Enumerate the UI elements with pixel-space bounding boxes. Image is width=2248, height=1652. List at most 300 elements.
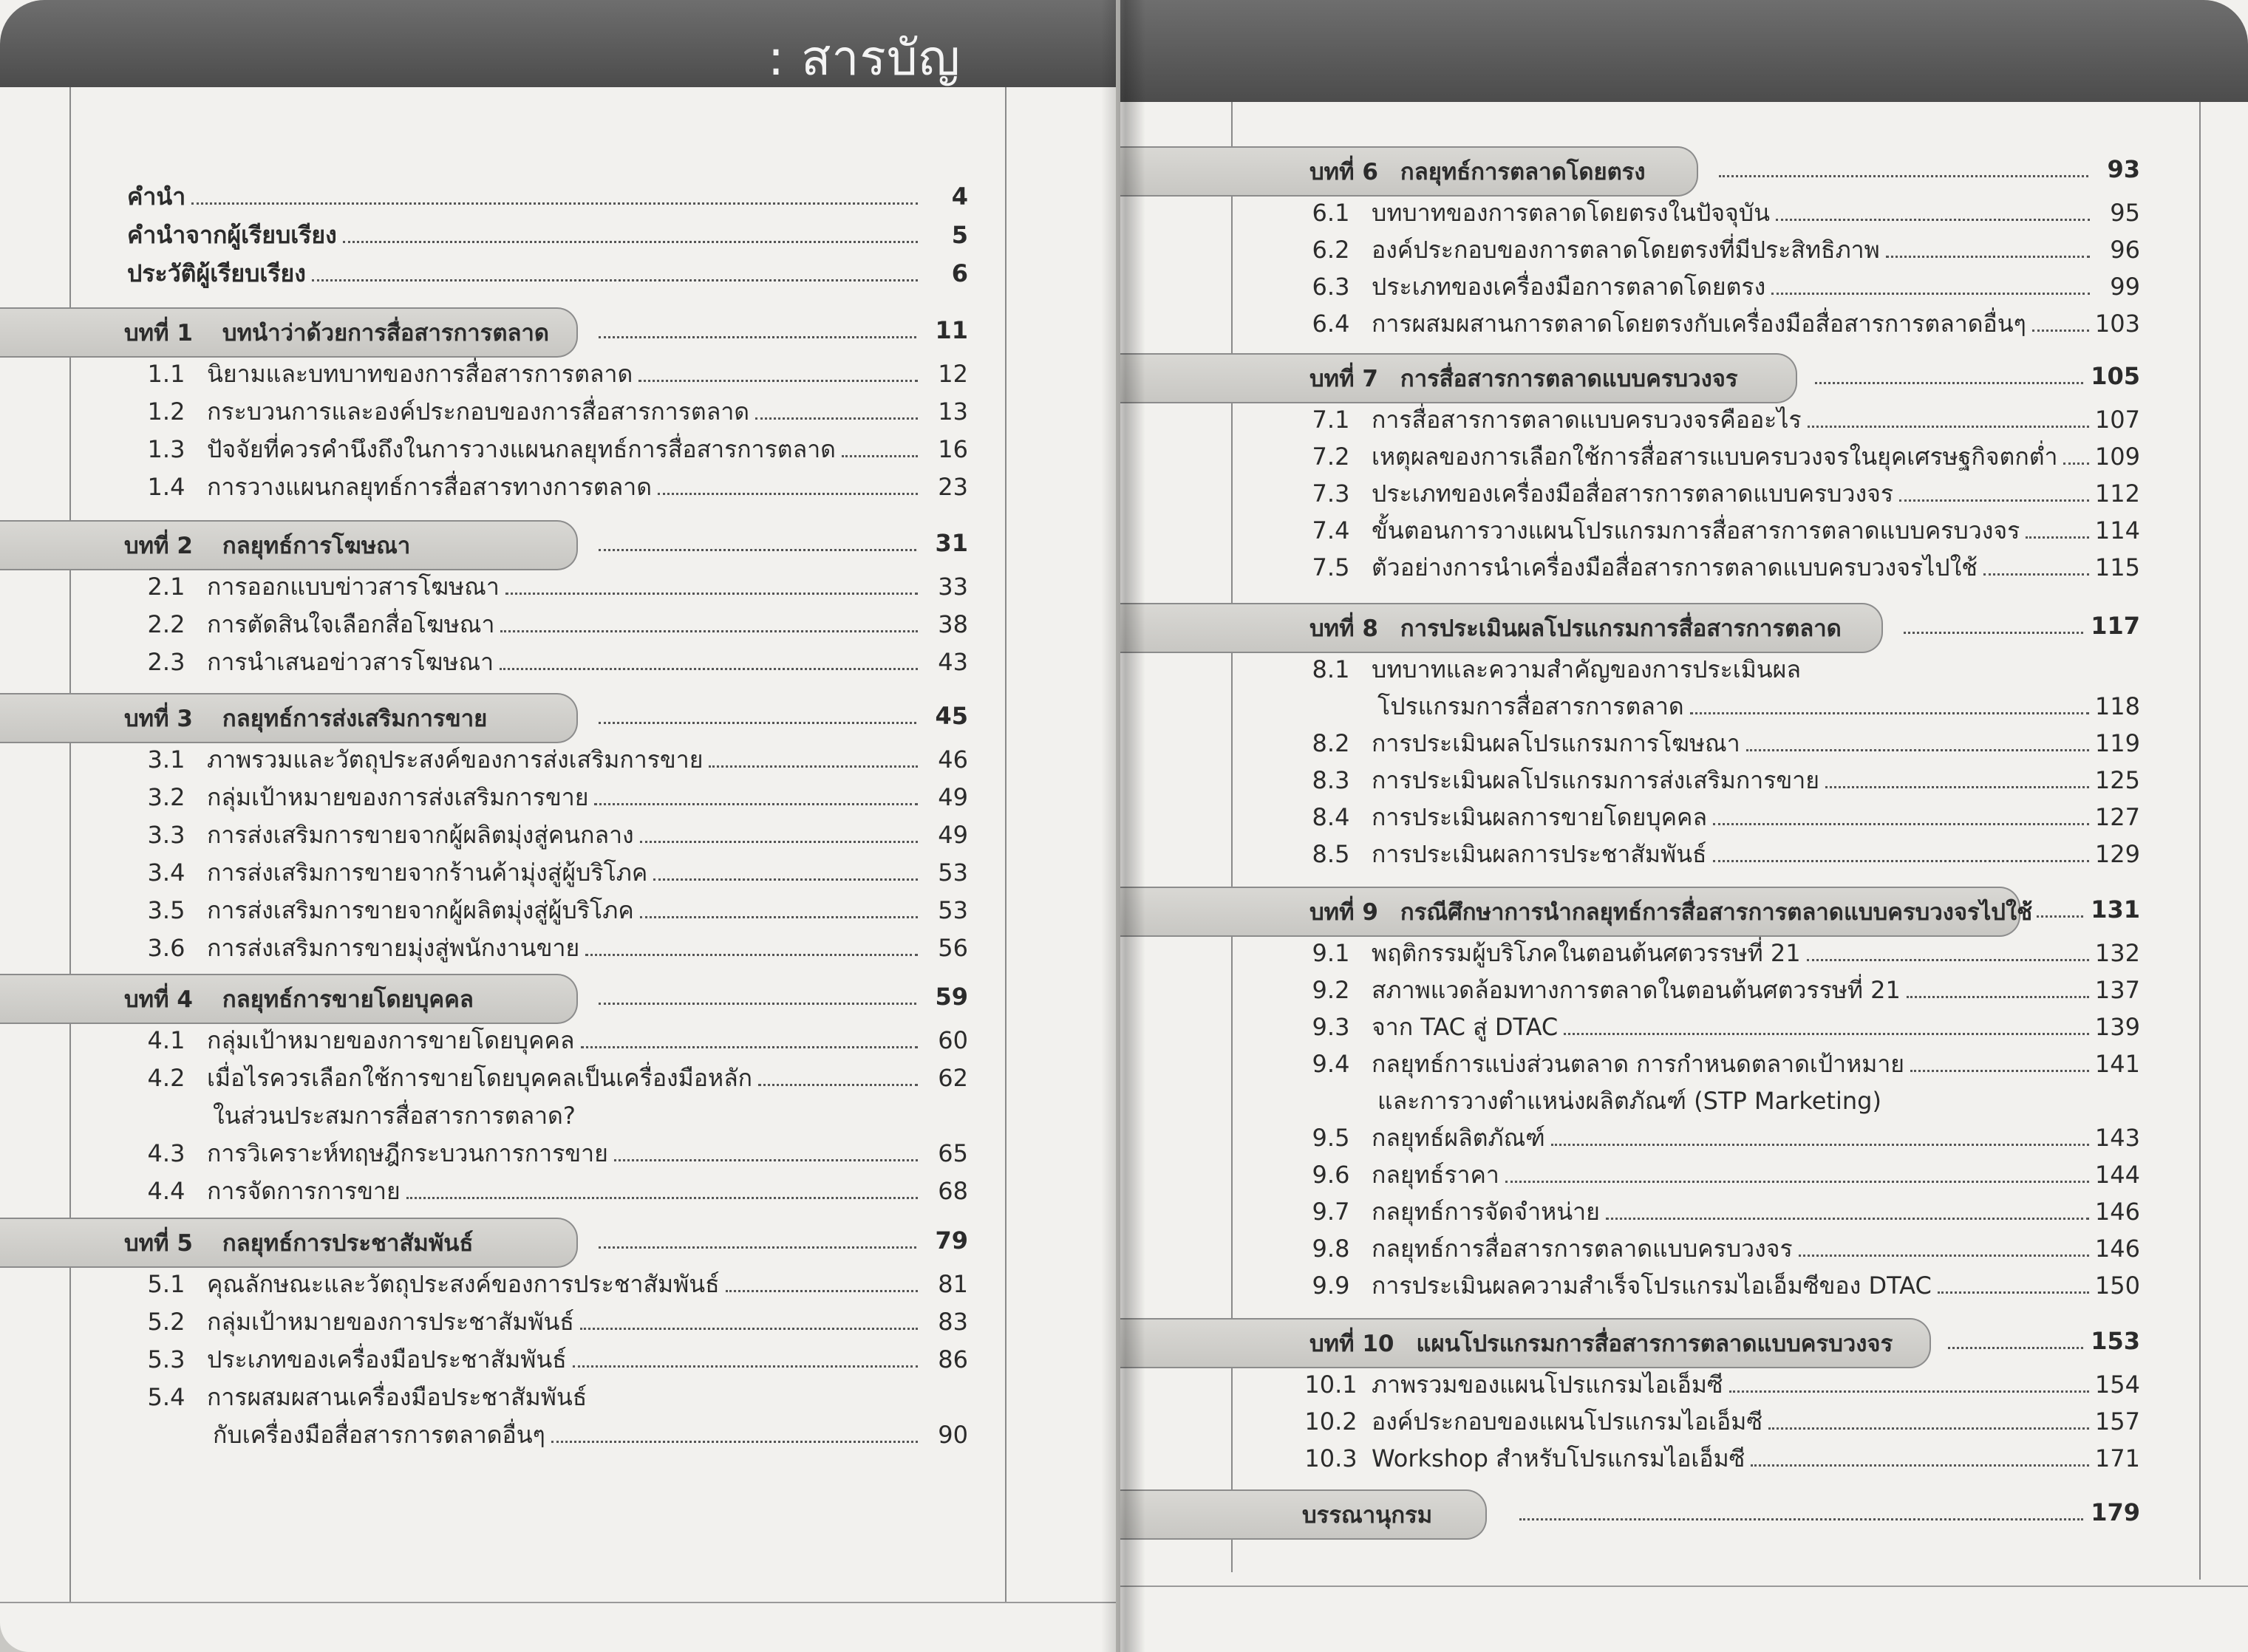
entry-title: การวิเคราะห์ทฤษฎีกระบวนการการขาย <box>207 1139 608 1167</box>
entry-number: 2.2 <box>147 610 185 638</box>
entry-number: 1.1 <box>147 360 185 388</box>
page-number: 43 <box>938 648 968 676</box>
chapter-title: แผนโปรแกรมการสื่อสารการตลาดแบบครบวงจร <box>1416 1331 1893 1357</box>
toc-entry <box>1290 838 2140 870</box>
toc-entry <box>1290 477 2140 510</box>
chapter-label: บทที่ 7 <box>1309 366 1378 392</box>
entry-number: 4.1 <box>147 1026 185 1054</box>
bibliography-label: บรรณานุกรม <box>1302 1502 1433 1529</box>
page-number: 125 <box>2094 766 2140 794</box>
entry-title-continued: ในส่วนประสมการสื่อสารการตลาด? <box>213 1102 576 1130</box>
dot-leader <box>585 954 918 956</box>
dot-leader <box>594 803 918 805</box>
toc-entry <box>126 1175 968 1207</box>
bibliography-page-line <box>1519 1498 2140 1528</box>
entry-title: การประเมินผลความสำเร็จโปรแกรมไอเอ็มซีของ DTAC <box>1372 1272 1932 1300</box>
toc-entry <box>126 1268 968 1300</box>
dot-leader <box>599 336 916 338</box>
toc-entry <box>126 646 968 678</box>
chapter-tab <box>0 693 578 743</box>
page-number: 59 <box>935 983 968 1011</box>
entry-title: ประเภทของเครื่องมือประชาสัมพันธ์ <box>207 1345 567 1373</box>
page-number: 115 <box>2094 553 2140 581</box>
chapter-page-line <box>599 316 968 346</box>
dot-leader <box>1606 1218 2089 1220</box>
page-number: 107 <box>2094 406 2140 434</box>
dot-leader <box>1771 293 2090 295</box>
page-number: 150 <box>2094 1272 2140 1300</box>
toc-entry <box>126 1305 968 1338</box>
page-number: 79 <box>935 1226 968 1255</box>
page-number: 179 <box>2091 1498 2140 1526</box>
dot-leader <box>640 841 918 843</box>
chapter-page-line <box>1948 1327 2140 1356</box>
front-matter-entry <box>127 219 968 251</box>
front-matter-entry <box>127 180 968 213</box>
entry-title: เหตุผลของการเลือกใช้การสื่อสารแบบครบวงจรในยุคเศรษฐกิจตกต่ำ <box>1372 443 2058 471</box>
dot-leader <box>758 1084 918 1086</box>
entry-number: 3.6 <box>147 934 185 962</box>
toc-entry <box>126 781 968 813</box>
chapter-page-line <box>1904 612 2140 641</box>
dot-leader <box>726 1290 918 1292</box>
toc-entry <box>126 743 968 776</box>
toc-entry <box>1290 514 2140 547</box>
entry-number: 1.2 <box>147 397 185 426</box>
dot-leader <box>1983 573 2089 576</box>
toc-entry <box>1290 801 2140 833</box>
entry-number: 6.4 <box>1312 310 1350 338</box>
chapter-tab <box>0 307 578 358</box>
entry-number: 8.3 <box>1312 766 1350 794</box>
entry-title: กลยุทธ์การจัดจำหน่าย <box>1372 1198 1600 1226</box>
page-number: 114 <box>2094 516 2140 545</box>
dot-leader <box>1713 860 2089 862</box>
entry-title: การผสมผสานการตลาดโดยตรงกับเครื่องมือสื่อสารการตลาดอื่นๆ <box>1372 310 2026 338</box>
left-page <box>0 0 1116 1652</box>
entry-number: 10.3 <box>1304 1444 1358 1472</box>
entry-title: ตัวอย่างการนำเครื่องมือสื่อสารการตลาดแบบครบวงจรไปใช้ <box>1372 553 1978 581</box>
page-number: 12 <box>938 360 968 388</box>
entry-title: การนำเสนอข่าวสารโฆษณา <box>207 648 494 676</box>
front-matter-entry <box>127 257 968 290</box>
chapter-title: กลยุทธ์การส่งเสริมการขาย <box>222 706 488 732</box>
dot-leader <box>2032 330 2089 332</box>
entry-number: 7.4 <box>1312 516 1350 545</box>
chapter-tab <box>0 520 578 570</box>
entry-number: 7.2 <box>1312 443 1350 471</box>
entry-number: 9.7 <box>1312 1198 1350 1226</box>
chapter-title: กลยุทธ์การขายโดยบุคคล <box>222 986 474 1013</box>
entry-number: 8.4 <box>1312 803 1350 831</box>
dot-leader <box>1907 996 2089 998</box>
entry-number: 5.1 <box>147 1270 185 1298</box>
toc-entry <box>126 894 968 926</box>
dot-leader <box>658 493 918 495</box>
entry-title: คำนำจากผู้เรียบเรียง <box>127 221 337 249</box>
dot-leader <box>505 593 918 595</box>
toc-entry <box>126 1381 968 1413</box>
entry-title: ภาพรวมและวัตถุประสงค์ของการส่งเสริมการขาย <box>207 745 704 774</box>
bottom-line <box>1120 1586 2248 1587</box>
dot-leader <box>1938 1291 2089 1294</box>
toc-entry <box>1290 440 2140 473</box>
entry-number: 2.1 <box>147 573 185 601</box>
page-number: 90 <box>938 1421 968 1449</box>
toc-entry <box>126 471 968 503</box>
chapter-label: บทที่ 5 <box>124 1230 193 1257</box>
dot-leader <box>343 241 918 243</box>
entry-number: 9.5 <box>1312 1124 1350 1152</box>
dot-leader <box>1746 749 2089 751</box>
page-number: 13 <box>938 397 968 426</box>
toc-entry <box>1290 1122 2140 1154</box>
entry-title: ปัจจัยที่ควรคำนึงถึงในการวางแผนกลยุทธ์การสื่อสารการตลาด <box>207 435 836 463</box>
entry-title: นิยามและบทบาทของการสื่อสารการตลาด <box>207 360 633 388</box>
entry-number: 4.3 <box>147 1139 185 1167</box>
toc-entry <box>1290 1368 2140 1401</box>
page-number: 131 <box>2091 895 2140 924</box>
chapter-label: บทที่ 4 <box>124 986 193 1013</box>
entry-number: 7.1 <box>1312 406 1350 434</box>
chapter-tab <box>1120 353 1797 403</box>
entry-title: การประเมินผลโปรแกรมการส่งเสริมการขาย <box>1372 766 1820 794</box>
dot-leader <box>581 1046 919 1048</box>
toc-entry <box>1290 937 2140 969</box>
chapter-label: บทที่ 3 <box>124 706 193 732</box>
page-number: 62 <box>938 1064 968 1092</box>
toc-entry <box>126 1343 968 1376</box>
toc-entry <box>126 608 968 641</box>
entry-title: คำนำ <box>127 182 186 211</box>
entry-title: กระบวนการและองค์ประกอบของการสื่อสารการตลาด <box>207 397 750 426</box>
page-number: 109 <box>2094 443 2140 471</box>
entry-number: 6.1 <box>1312 199 1350 227</box>
chapter-tab <box>1120 887 2033 937</box>
entry-number: 8.5 <box>1312 840 1350 868</box>
page-number: 154 <box>2094 1371 2140 1399</box>
toc-entry <box>126 1137 968 1170</box>
dot-leader <box>1910 1070 2089 1072</box>
entry-title: การส่งเสริมการขายมุ่งสู่พนักงานขาย <box>207 934 580 962</box>
entry-number: 9.6 <box>1312 1161 1350 1189</box>
entry-number: 9.8 <box>1312 1235 1350 1263</box>
entry-title: การประเมินผลโปรแกรมการโฆษณา <box>1372 729 1740 757</box>
toc-entry <box>126 1062 968 1094</box>
entry-number: 7.5 <box>1312 553 1350 581</box>
dot-leader <box>1825 786 2089 788</box>
page-number: 6 <box>951 259 968 287</box>
entry-number: 9.3 <box>1312 1013 1350 1041</box>
chapter-title: การสื่อสารการตลาดแบบครบวงจร <box>1400 366 1738 392</box>
dot-leader <box>1776 219 2090 221</box>
chapter-tab <box>1120 1318 1931 1368</box>
toc-entry <box>126 1024 968 1057</box>
dot-leader <box>842 455 918 457</box>
chapter-page-line <box>599 702 968 731</box>
entry-number: 10.1 <box>1304 1371 1358 1399</box>
toc-entry <box>1290 1232 2140 1265</box>
page-number: 23 <box>938 473 968 501</box>
chapter-page-line <box>599 529 968 559</box>
toc-entry-continued <box>213 1099 968 1132</box>
toc-entry <box>1290 653 2140 686</box>
dot-leader <box>1751 1464 2089 1467</box>
chapter-label: บทที่ 8 <box>1309 615 1378 642</box>
entry-number: 4.4 <box>147 1177 185 1205</box>
entry-title: การส่งเสริมการขายจากร้านค้ามุ่งสู่ผู้บริโภค <box>207 859 648 887</box>
chapter-page-line <box>599 983 968 1012</box>
dot-leader <box>1768 1427 2089 1430</box>
page-number: 119 <box>2094 729 2140 757</box>
toc-entry <box>1290 1269 2140 1302</box>
page-number: 93 <box>2107 155 2140 183</box>
dot-leader <box>500 668 918 670</box>
entry-title: การผสมผสานเครื่องมือประชาสัมพันธ์ <box>207 1383 587 1411</box>
page-number: 105 <box>2091 362 2140 390</box>
dot-leader <box>1519 1518 2083 1520</box>
dot-leader <box>599 549 916 551</box>
chapter-title: กรณีศึกษาการนำกลยุทธ์การสื่อสารการตลาดแบบครบวงจรไปใช้ <box>1400 899 2033 926</box>
entry-title: Workshop สำหรับโปรแกรมไอเอ็มซี <box>1372 1444 1745 1472</box>
dot-leader <box>580 1328 918 1330</box>
page-number: 153 <box>2091 1327 2140 1355</box>
dot-leader <box>191 202 918 205</box>
chapter-page-line <box>599 1226 968 1256</box>
page-number: 157 <box>2094 1407 2140 1436</box>
entry-title: องค์ประกอบของแผนโปรแกรมไอเอ็มซี <box>1372 1407 1763 1436</box>
toc-entry <box>1290 1195 2140 1228</box>
chapter-label: บทที่ 2 <box>124 533 193 559</box>
toc-entry <box>126 932 968 964</box>
page-number: 33 <box>938 573 968 601</box>
dot-leader <box>1713 823 2089 825</box>
toc-entry <box>126 819 968 851</box>
chapter-title: การประเมินผลโปรแกรมการสื่อสารการตลาด <box>1400 615 1842 642</box>
dot-leader <box>551 1441 918 1443</box>
page-number: 46 <box>938 745 968 774</box>
entry-number: 9.4 <box>1312 1050 1350 1078</box>
page-number: 38 <box>938 610 968 638</box>
entry-title: กลุ่มเป้าหมายของการขายโดยบุคคล <box>207 1026 575 1054</box>
toc-entry <box>1290 233 2140 266</box>
entry-title: การสื่อสารการตลาดแบบครบวงจรคืออะไร <box>1372 406 1802 434</box>
dot-leader <box>638 380 918 382</box>
page-number: 143 <box>2094 1124 2140 1152</box>
page-number: 53 <box>938 896 968 924</box>
page-number: 60 <box>938 1026 968 1054</box>
page-number: 99 <box>2110 273 2140 301</box>
toc-entry <box>1290 1405 2140 1438</box>
chapter-page-line <box>1815 362 2140 392</box>
dot-leader <box>1551 1144 2089 1146</box>
page-number: 95 <box>2110 199 2140 227</box>
dot-leader <box>1904 632 2083 634</box>
chapter-tab <box>0 1218 578 1268</box>
page-number: 56 <box>938 934 968 962</box>
page-number: 112 <box>2094 479 2140 508</box>
toc-entry <box>1290 307 2140 340</box>
page-number: 96 <box>2110 236 2140 264</box>
dot-leader <box>1729 1390 2089 1393</box>
entry-title: การประเมินผลการประชาสัมพันธ์ <box>1372 840 1707 868</box>
chapter-title: กลยุทธ์การประชาสัมพันธ์ <box>222 1230 474 1257</box>
entry-number: 1.4 <box>147 473 185 501</box>
page-number: 139 <box>2094 1013 2140 1041</box>
page-number: 129 <box>2094 840 2140 868</box>
dot-leader <box>1719 175 2088 177</box>
page-number: 83 <box>938 1308 968 1336</box>
toc-entry <box>1290 270 2140 303</box>
entry-title: องค์ประกอบของการตลาดโดยตรงที่มีประสิทธิภาพ <box>1372 236 1880 264</box>
entry-number: 3.2 <box>147 783 185 811</box>
page-number: 11 <box>935 316 968 344</box>
entry-title-continued: โปรแกรมการสื่อสารการตลาด <box>1377 692 1684 720</box>
entry-title: การประเมินผลการขายโดยบุคคล <box>1372 803 1708 831</box>
entry-title: ภาพรวมของแผนโปรแกรมไอเอ็มซี <box>1372 1371 1723 1399</box>
bottom-line <box>0 1602 1116 1603</box>
header-band <box>1120 0 2248 102</box>
entry-number: 6.3 <box>1312 273 1350 301</box>
toc-entry <box>1290 1048 2140 1080</box>
page-number: 117 <box>2091 612 2140 640</box>
entry-number: 6.2 <box>1312 236 1350 264</box>
chapter-label: บทที่ 10 <box>1309 1331 1394 1357</box>
page-number: 103 <box>2094 310 2140 338</box>
toc-entry-continued <box>1377 690 2140 723</box>
page-number: 86 <box>938 1345 968 1373</box>
entry-title: กลยุทธ์การแบ่งส่วนตลาด การกำหนดตลาดเป้าหมาย <box>1372 1050 1905 1078</box>
right-page <box>1120 0 2248 1652</box>
entry-number: 9.9 <box>1312 1272 1350 1300</box>
entry-number: 1.3 <box>147 435 185 463</box>
dot-leader <box>2026 536 2089 539</box>
page-number: 132 <box>2094 939 2140 967</box>
dot-leader <box>599 1003 916 1005</box>
chapter-page-line <box>2037 895 2140 925</box>
chapter-tab <box>1120 146 1698 197</box>
chapter-label: บทที่ 1 <box>124 320 193 347</box>
toc-entry-continued <box>213 1419 968 1451</box>
entry-title: สภาพแวดล้อมทางการตลาดในตอนต้นศตวรรษที่ 21 <box>1372 976 1901 1004</box>
entry-title-continued: กับเครื่องมือสื่อสารการตลาดอื่นๆ <box>213 1421 545 1449</box>
entry-number: 4.2 <box>147 1064 185 1092</box>
chapter-title: กลยุทธ์การโฆษณา <box>222 533 411 559</box>
page-number: 45 <box>935 702 968 730</box>
toc-entry <box>1290 727 2140 760</box>
entry-number: 9.2 <box>1312 976 1350 1004</box>
page-number: 5 <box>951 221 968 249</box>
entry-number: 3.4 <box>147 859 185 887</box>
page-number: 49 <box>938 783 968 811</box>
toc-entry <box>1290 1011 2140 1043</box>
entry-number: 5.2 <box>147 1308 185 1336</box>
chapter-tab <box>1120 603 1883 653</box>
entry-title: บทบาทและความสำคัญของการประเมินผล <box>1372 655 1802 683</box>
entry-number: 9.1 <box>1312 939 1350 967</box>
dot-leader <box>709 765 918 768</box>
chapter-title: บทนำว่าด้วยการสื่อสารการตลาด <box>222 320 549 347</box>
entry-number: 5.4 <box>147 1383 185 1411</box>
toc-entry <box>126 433 968 465</box>
page-number: 81 <box>938 1270 968 1298</box>
toc-entry <box>1290 974 2140 1006</box>
chapter-label: บทที่ 6 <box>1309 159 1378 185</box>
toc-entry <box>126 395 968 428</box>
page-number: 137 <box>2094 976 2140 1004</box>
page-number: 118 <box>2094 692 2140 720</box>
page-number: 146 <box>2094 1235 2140 1263</box>
entry-number: 3.1 <box>147 745 185 774</box>
dot-leader <box>2037 915 2083 918</box>
page-number: 65 <box>938 1139 968 1167</box>
dot-leader <box>1899 499 2089 502</box>
toc-entry <box>1290 1158 2140 1191</box>
toc-entry-continued <box>1377 1085 2140 1117</box>
page-number: 4 <box>951 182 968 211</box>
page-title: : สารบัญ <box>767 30 961 86</box>
dot-leader <box>1807 959 2089 961</box>
dot-leader <box>1564 1033 2089 1035</box>
toc-entry <box>1290 764 2140 796</box>
chapter-tab <box>0 974 578 1024</box>
entry-title: ประเภทของเครื่องมือสื่อสารการตลาดแบบครบวงจร <box>1372 479 1894 508</box>
dot-leader <box>653 878 918 881</box>
entry-title: การตัดสินใจเลือกสื่อโฆษณา <box>207 610 495 638</box>
entry-title: พฤติกรรมผู้บริโภคในตอนต้นศตวรรษที่ 21 <box>1372 939 1801 967</box>
dot-leader <box>406 1197 918 1199</box>
entry-title: การส่งเสริมการขายจากผู้ผลิตมุ่งสู่คนกลาง <box>207 821 634 849</box>
page-number: 141 <box>2094 1050 2140 1078</box>
entry-number: 10.2 <box>1304 1407 1358 1436</box>
entry-title: ประวัติผู้เรียบเรียง <box>127 259 306 287</box>
page-number: 171 <box>2094 1444 2140 1472</box>
page-number: 146 <box>2094 1198 2140 1226</box>
entry-number: 7.3 <box>1312 479 1350 508</box>
entry-title: เมื่อไรควรเลือกใช้การขายโดยบุคคลเป็นเครื่องมือหลัก <box>207 1064 753 1092</box>
entry-title: กลยุทธ์ผลิตภัณฑ์ <box>1372 1124 1545 1152</box>
entry-title: กลยุทธ์ราคา <box>1372 1161 1499 1189</box>
entry-title: การจัดการการขาย <box>207 1177 401 1205</box>
dot-leader <box>599 1246 916 1249</box>
entry-title: กลุ่มเป้าหมายของการประชาสัมพันธ์ <box>207 1308 574 1336</box>
toc-entry <box>1290 403 2140 436</box>
entry-title: การส่งเสริมการขายจากผู้ผลิตมุ่งสู่ผู้บริโภค <box>207 896 634 924</box>
toc-entry <box>126 358 968 390</box>
dot-leader <box>1886 256 2090 258</box>
dot-leader <box>1948 1347 2083 1349</box>
toc-entry <box>1290 1442 2140 1475</box>
page-number: 68 <box>938 1177 968 1205</box>
dot-leader <box>614 1159 918 1161</box>
toc-entry <box>1290 551 2140 584</box>
dot-leader <box>2063 463 2088 465</box>
entry-number: 2.3 <box>147 648 185 676</box>
entry-number: 3.5 <box>147 896 185 924</box>
chapter-page-line <box>1719 155 2140 185</box>
margin-line <box>2199 102 2201 1580</box>
page-number: 49 <box>938 821 968 849</box>
dot-leader <box>755 417 918 420</box>
entry-title: การวางแผนกลยุทธ์การสื่อสารทางการตลาด <box>207 473 653 501</box>
entry-title: จาก TAC สู่ DTAC <box>1372 1013 1559 1041</box>
dot-leader <box>500 630 918 632</box>
entry-number: 5.3 <box>147 1345 185 1373</box>
page-number: 16 <box>938 435 968 463</box>
dot-leader <box>599 722 916 724</box>
dot-leader <box>573 1365 918 1368</box>
bibliography-tab <box>1120 1489 1487 1540</box>
